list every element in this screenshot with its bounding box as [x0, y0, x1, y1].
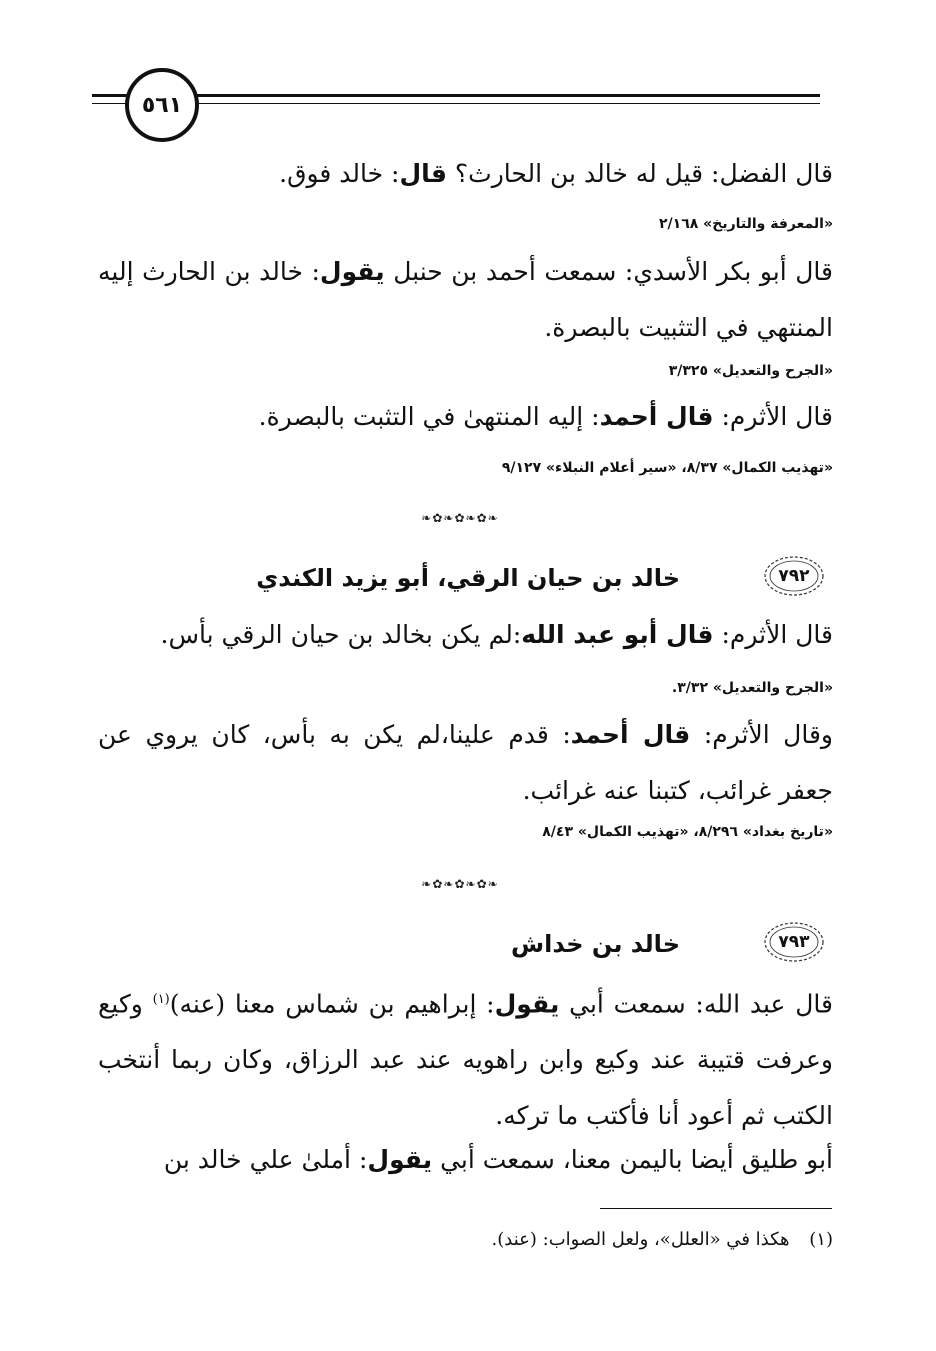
text: قال أبو بكر الأسدي: سمعت أحمد بن حنبل — [384, 257, 833, 286]
paragraph — [98, 244, 833, 356]
reference: «تهذيب الكمال» ٨/٣٧، «سير أعلام النبلاء» ٩/١٢٧ — [501, 460, 833, 476]
header-rule — [92, 94, 820, 97]
text: : قدم علينا،لم يكن به بأس، كان يروي عن جعفر غرائب، كتبنا عنه غرائب. — [98, 720, 833, 805]
text: قال عبد الله: سمعت أبي — [559, 989, 833, 1019]
entry-number: ٧٩٢ — [778, 566, 810, 586]
page-number: ٥٦١ — [141, 92, 183, 118]
footnote-text: هكذا في «العلل»، ولعل الصواب: (عند). — [491, 1229, 790, 1250]
footnote — [98, 1226, 833, 1254]
entry-title: خالد بن خداش — [510, 930, 680, 958]
bold-text: قال أبو عبد الله — [521, 620, 714, 649]
entry-number: ٧٩٣ — [778, 932, 810, 952]
bold-text: قال — [399, 159, 447, 188]
section-ornament: ❧✿❧✿❧✿❧ — [421, 511, 499, 525]
text: : خالد بن الحارث إليه المنتهي في التثبيت بالبصرة. — [98, 257, 833, 342]
text: : أملىٰ علي خالد بن — [163, 1145, 368, 1174]
footnote-marker: (١) — [152, 992, 170, 1007]
paragraph — [98, 607, 833, 663]
text: : إبراهيم بن شماس معنا (عنه) — [169, 989, 495, 1019]
text: : إليه المنتهىٰ في التثبت بالبصرة. — [258, 402, 600, 431]
entry-number-badge — [762, 920, 826, 964]
paragraph — [98, 707, 833, 819]
text: قال الأثرم: — [713, 402, 833, 431]
paragraph — [98, 389, 833, 445]
bold-text: يقول — [367, 1145, 433, 1174]
entry-number-badge — [762, 554, 826, 598]
text: وكيع وعرفت قتيبة عند وكيع وابن راهويه عند عبد الرزاق، وكان ربما أنتخب الكتب ثم أعود أنا فأكتب ما تركه. — [98, 989, 833, 1131]
text: أبو طليق أيضا باليمن معنا، سمعت أبي — [432, 1145, 833, 1174]
reference: «المعرفة والتاريخ» ٢/١٦٨ — [659, 216, 833, 232]
page-number-badge — [125, 68, 199, 142]
paragraph — [98, 146, 833, 202]
bold-text: يقول — [494, 989, 560, 1019]
text: قال الفضل: قيل له خالد بن الحارث؟ — [446, 159, 833, 188]
text: : خالد فوق. — [279, 159, 400, 188]
paragraph — [98, 1132, 833, 1188]
text: :لم يكن بخالد بن حيان الرقي بأس. — [160, 620, 522, 649]
entry-title: خالد بن حيان الرقي، أبو يزيد الكندي — [256, 564, 680, 592]
section-ornament: ❧✿❧✿❧✿❧ — [421, 877, 499, 891]
reference: «الجرح والتعديل» ٣/٣٢. — [671, 680, 833, 696]
reference: «الجرح والتعديل» ٣/٣٢٥ — [668, 363, 833, 379]
text: وقال الأثرم: — [690, 720, 833, 749]
bold-text: يقول — [319, 257, 385, 286]
header-rule-thin — [92, 103, 820, 104]
bold-text: قال أحمد — [570, 720, 691, 749]
footnote-number: (١) — [809, 1229, 833, 1250]
bold-text: قال أحمد — [599, 402, 714, 431]
reference: «تاريخ بغداد» ٨/٢٩٦، «تهذيب الكمال» ٨/٤٣ — [542, 824, 833, 840]
paragraph — [98, 972, 833, 1144]
text: قال الأثرم: — [713, 620, 833, 649]
footnote-rule — [600, 1208, 832, 1209]
